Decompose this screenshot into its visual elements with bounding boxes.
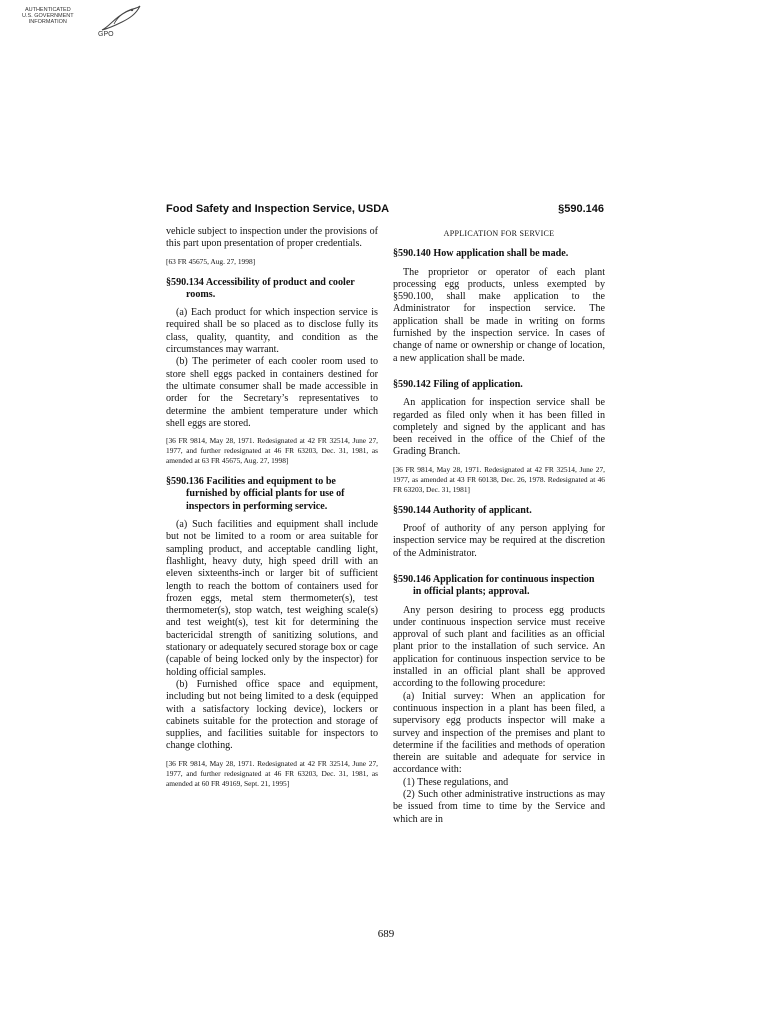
section-heading: §590.136 Facilities and equipment to be furnished by official plants for use of inspectors in performing service. bbox=[166, 476, 345, 512]
paragraph: (a) Such facilities and equipment shall include but not be limited to a room or area suitable for sampling product, and acceptable candling light, flashlight, heavy duty, high speed drill with an eleven sixteenths-inch or larger bit of sufficient length to reach the bottom of containers used for frozen eggs, metal stem thermometer(s), test thermometer(s), stop watch, test weighing scale(s) and test weight(s), test kit for determining the bactericidal strength of sanitizing solutions, and stationary or adequately secured storage box or cage (capable of being locked only by the inspector) for holding official samples. bbox=[166, 519, 378, 678]
paragraph: An application for inspection service shall be regarded as filed only when it has been filled in completely and signed by the applicant and has been received in the office of the Chief of the Grading Branch. bbox=[393, 397, 605, 458]
running-header bbox=[166, 203, 604, 215]
seal-line-1: AUTHENTICATED bbox=[24, 7, 71, 13]
header-section: §590.146 bbox=[558, 203, 604, 215]
subpart-caption: APPLICATION FOR SERVICE bbox=[443, 229, 555, 238]
source-note: [36 FR 9814, May 28, 1971. Redesignated at 42 FR 32514, June 27, 1977, and further redesignated at 46 FR 63203, Dec. 31, 1981, as amended at 60 FR 49169, Sept. 21, 1995] bbox=[166, 758, 378, 788]
section-heading: §590.144 Authority of applicant. bbox=[393, 504, 532, 516]
seal-line-3: INFORMATION bbox=[28, 19, 67, 25]
page-number: 689 bbox=[377, 928, 395, 940]
intro-paragraph: vehicle subject to inspection under the provisions of this part upon presentation of proper credentials. bbox=[166, 226, 378, 250]
seal-text bbox=[22, 7, 74, 25]
section-heading: §590.140 How application shall be made. bbox=[393, 248, 569, 260]
section-heading: §590.142 Filing of application. bbox=[393, 378, 523, 390]
section-heading: §590.146 Application for continuous inspection in official plants; approval. bbox=[393, 573, 595, 598]
gpo-label: GPO bbox=[98, 31, 114, 38]
paragraph: (2) Such other administrative instructions as may be issued from time to time by the Service and which are in bbox=[393, 788, 605, 825]
section-heading: §590.134 Accessibility of product and cooler rooms. bbox=[166, 276, 355, 300]
paragraph: (a) Initial survey: When an application for continuous inspection in a plant has been filed, a supervisory egg products inspector will make a survey and inspection of the premises and plant to determine if the facilities and methods of operation therein are suitable and adequate for service in accordance with: bbox=[393, 690, 605, 776]
paragraph: (b) The perimeter of each cooler room used to store shell eggs packed in containers destined for the ultimate consumer shall be made accessible in order for the Secretary’s representatives to determine the ambient temperature under which shell eggs are stored. bbox=[166, 356, 378, 429]
header-agency: Food Safety and Inspection Service, USDA bbox=[166, 203, 390, 215]
source-note: [36 FR 9814, May 28, 1971. Redesignated at 42 FR 32514, June 27, 1977, and further redesignated at 46 FR 63203, Dec. 31, 1981, as amended at 63 FR 45675, Aug. 27, 1998] bbox=[166, 436, 378, 466]
source-note: [36 FR 9814, May 28, 1971. Redesignated at 42 FR 32514, June 27, 1977, as amended at 43 FR 60138, Dec. 26, 1978. Redesignated at 46 FR 63203, Dec. 31, 1981] bbox=[393, 464, 605, 494]
paragraph: (b) Furnished office space and equipment, including but not being limited to a desk (equipped with a satisfactory locking device), lockers or cabinets suitable for the protection and storage of supplies, and facilities suitable for inspectors to change clothing. bbox=[166, 678, 378, 752]
source-note: [63 FR 45675, Aug. 27, 1998] bbox=[166, 256, 256, 266]
seal-line-2: U.S. GOVERNMENT bbox=[22, 13, 74, 19]
gpo-authentication-seal bbox=[18, 4, 143, 44]
right-column bbox=[393, 226, 605, 826]
paragraph: Proof of authority of any person applying for inspection service may be required at the discretion of the Administrator. bbox=[393, 523, 605, 559]
paragraph: Any person desiring to process egg products under continuous inspection service must receive approval of such plant and facilities as an official plant prior to the installation of such service. An application for continuous inspection service to be installed in an official plant shall be approved according to the following procedure: bbox=[393, 604, 605, 690]
paragraph: The proprietor or operator of each plant processing egg products, unless exempted by §590.100, shall make application to the Administrator for inspection service. The application shall be made in writing on forms furnished by the inspection service. In cases of change of name or ownership or change of location, a new application shall be made. bbox=[393, 266, 605, 364]
paragraph: (a) Each product for which inspection service is required shall be so placed as to disclose fully its class, quality, quantity, and condition as the circumstances may warrant. bbox=[166, 307, 378, 356]
left-column bbox=[166, 226, 378, 799]
paragraph: (1) These regulations, and bbox=[403, 776, 509, 788]
